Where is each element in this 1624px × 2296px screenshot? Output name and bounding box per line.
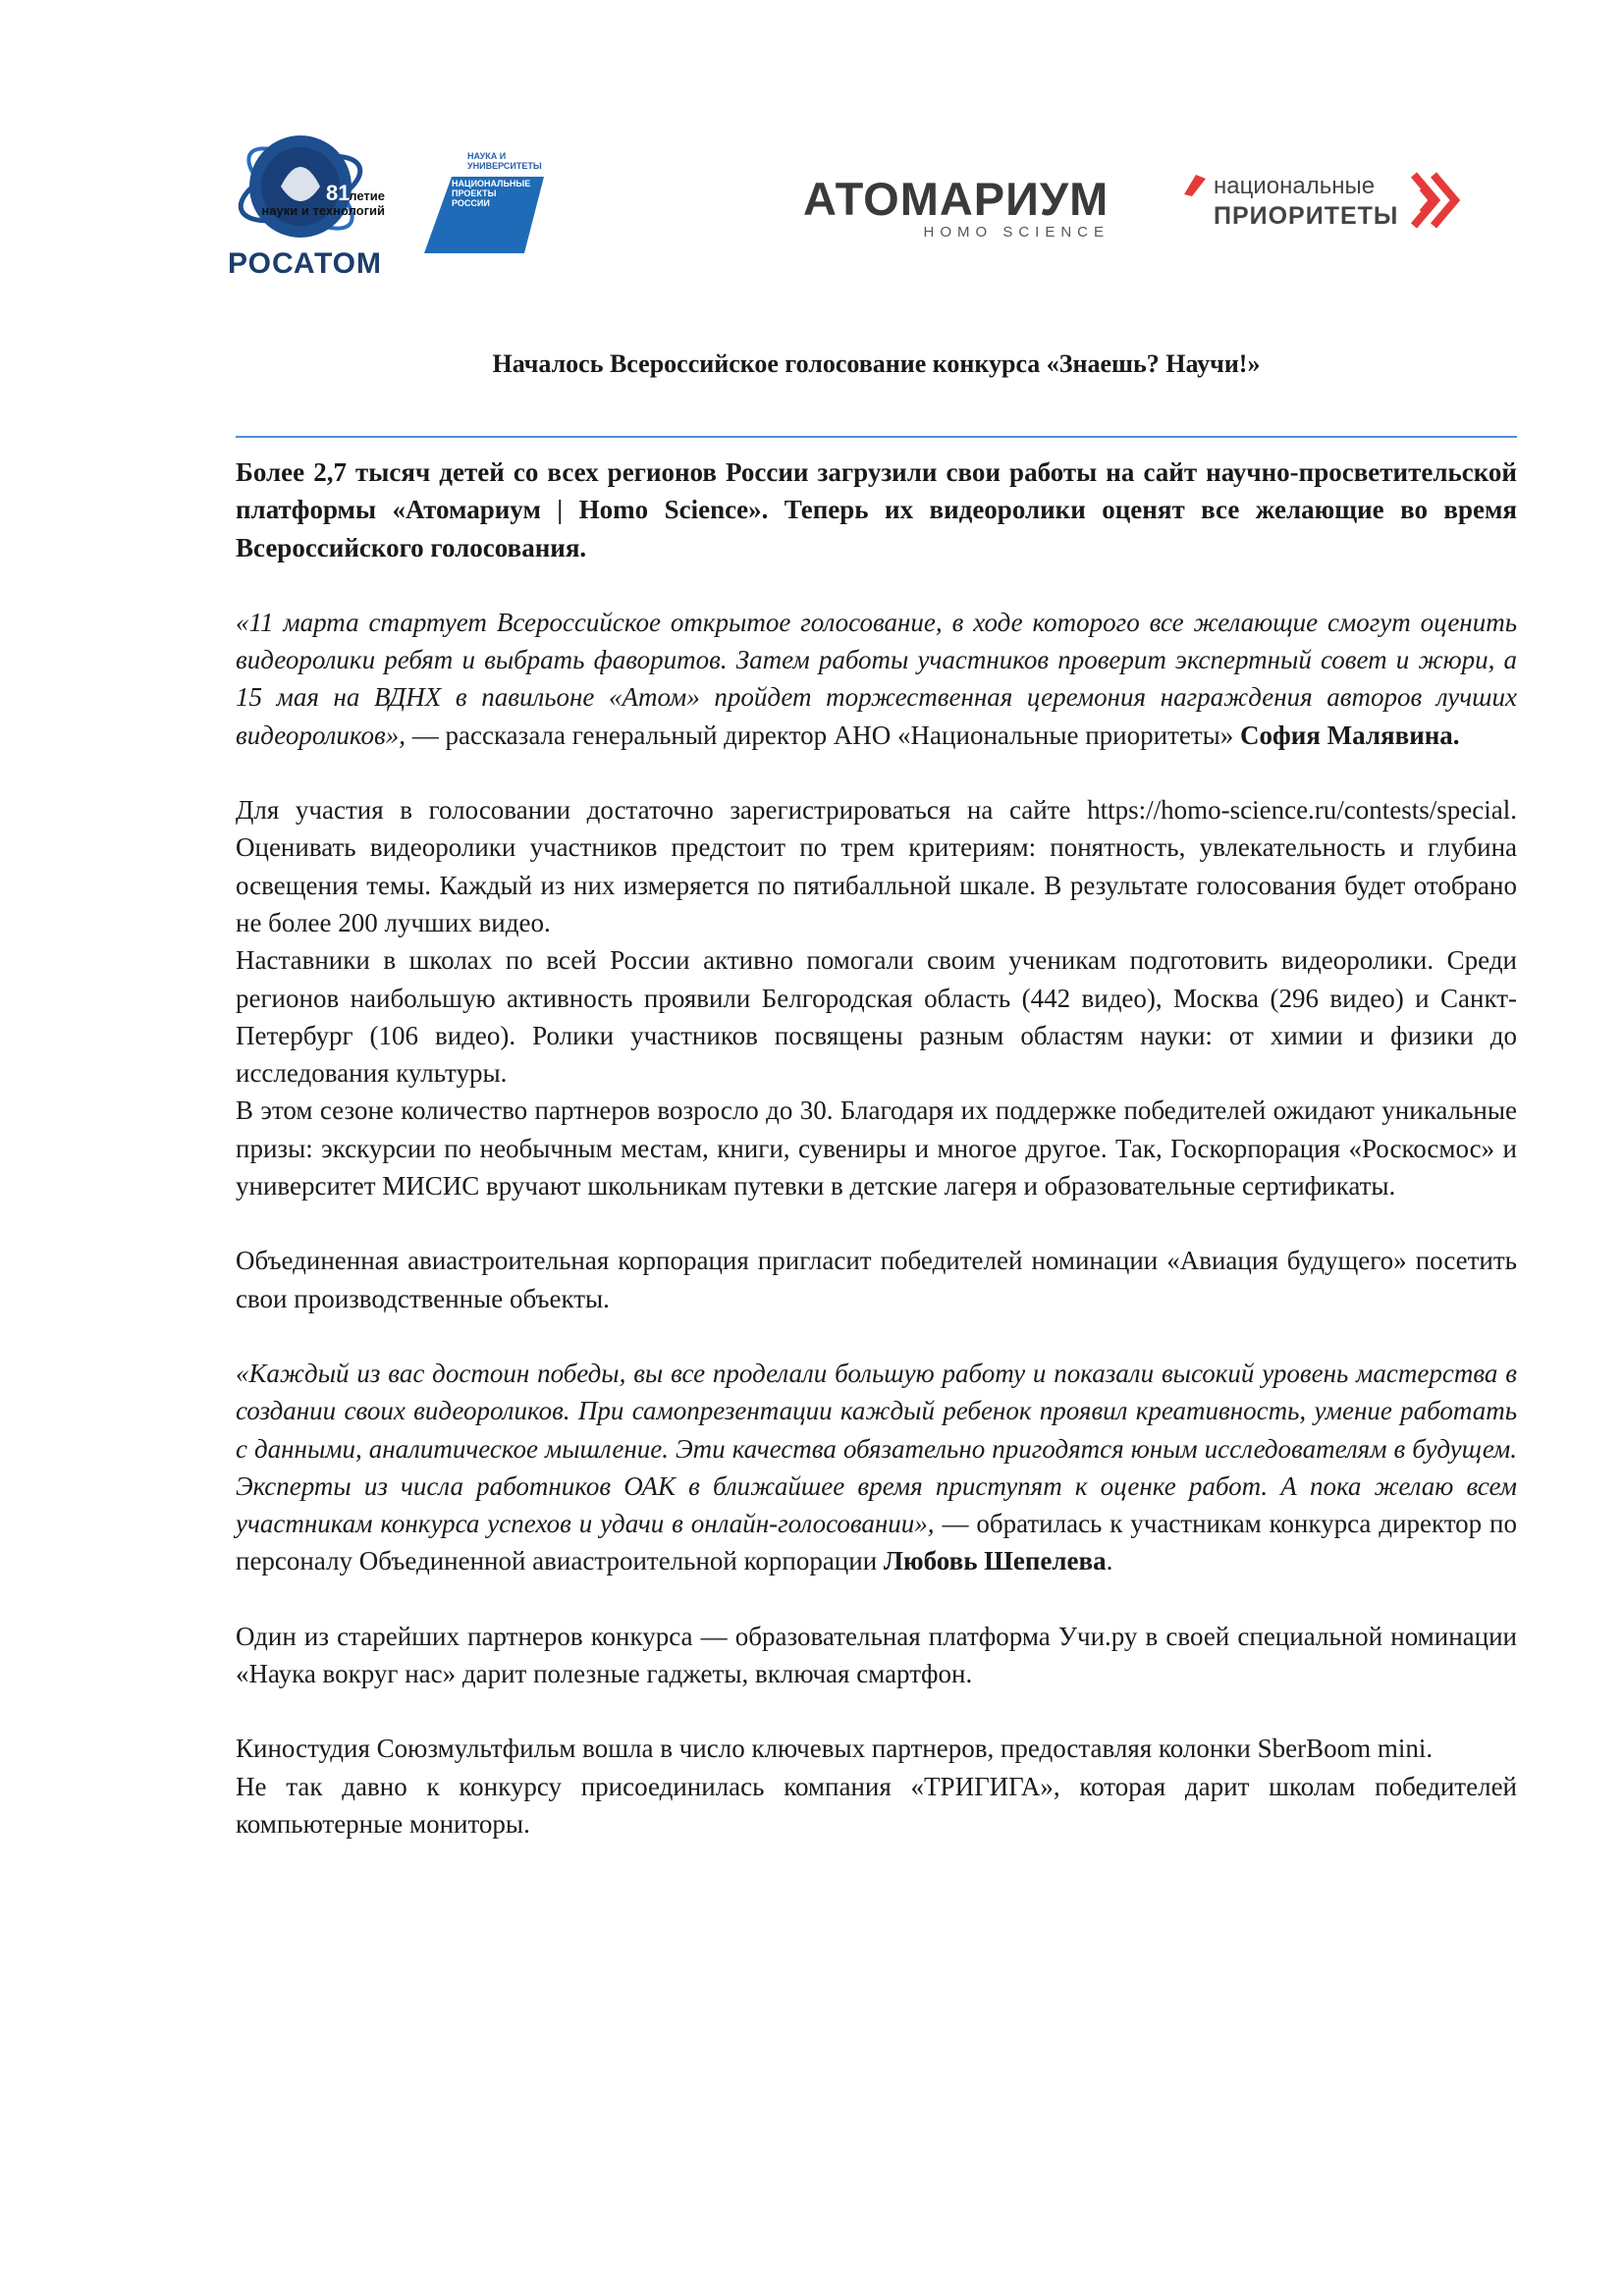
uchi-paragraph: Один из старейших партнеров конкурса — образовательная платформа Учи.ру в своей специальной номинации «Наука вокруг нас» дарит полезные гаджеты, включая смартфон. [236,1621,1517,1689]
logo-header [0,0,1624,294]
article-body [236,454,1517,1842]
title-divider [236,436,1517,438]
national-priorities-line2: ПРИОРИТЕТЫ [1214,202,1399,230]
rosatom-logo [224,126,393,285]
atomarium-wordmark: АТОМАРИУМ [803,173,1110,225]
quote-2-speaker: Любовь Шепелева [883,1546,1107,1576]
voting-paragraph: Для участия в голосовании достаточно зарегистрироваться на сайте https://homo-science.ru/contests/special. Оценивать видеоролики участников предстоит по трем критериям: понятность, увлекательность и глубина освещения темы. Каждый из них измеряется по пятибалльной шкале. В результате голосования будет отобрано не более 200 лучших видео. [236,795,1517,937]
spacer [236,1317,1517,1355]
svg-text:81: 81 [326,181,351,205]
partners-paragraph: В этом сезоне количество партнеров возросло до 30. Благодаря их поддержке победителей ожидают уникальные призы: экскурсии по необычным местам, книги, сувениры и многое другое. Так, Госкорпорация «Роскосмос» и университет МИСИС вручают школьникам путевки в детские лагеря и образовательные сертификаты. [236,1095,1517,1201]
national-priorities-logo [1180,167,1475,236]
quote-2-end: . [1106,1546,1113,1576]
priorities-arrows-icon [1408,171,1467,230]
quote-paragraph-2 [236,1355,1517,1580]
quote-2-attribution: — обратилась к участникам конкурса директор по персоналу Объединенной авиастроительной корпорации [236,1509,1517,1576]
spacer [236,566,1517,604]
quote-1-attribution: — рассказала генеральный директор АНО «Национальные приоритеты» [406,720,1241,750]
national-projects-logo [422,147,569,270]
soyuz-paragraph: Киностудия Союзмультфильм вошла в число ключевых партнеров, предоставляя колонки SberBoom mini. [236,1734,1434,1764]
rosatom-caption-line2: науки и технологий [261,203,385,218]
quote-2-text: «Каждый из вас достоин победы, вы все проделали большую работу и показали высокий уровень мастерства в создании своих видеороликов. При самопрезентации каждый ребенок проявил креативность, умение работать с данными, аналитическое мышление. Эти качества обязательно пригодятся юным исследователям в будущем. Эксперты из числа работников ОАК в ближайшее время приступят к оценке работ. А пока желаю всем участникам конкурса успехов и удачи в онлайн-голосовании», [236,1358,1517,1539]
mentors-paragraph: Наставники в школах по всей России активно помогали своим ученикам подготовить видеоролики. Среди регионов наибольшую активность проявили Белгородская область (442 видео), Москва (296 видео) и Санкт-Петербург (106 видео). Ролики участников посвящены разным областям науки: от химии и физики до исследования культуры. [236,945,1517,1089]
atomarium-subtitle: HOMO SCIENCE [923,224,1110,240]
priorities-mark-icon [1180,171,1210,200]
national-priorities-line1: национальные [1214,173,1376,199]
lead-paragraph: Более 2,7 тысяч детей со всех регионов России загрузили свои работы на сайт научно-просветительской платформы «Атомариум | Homo Science». Теперь их видеоролики оценят все желающие во время Всероссийского голосования. [236,457,1517,562]
uac-paragraph: Объединенная авиастроительная корпорация пригласит победителей номинации «Авиация будущего» посетить свои производственные объекты. [236,1246,1517,1313]
spacer [236,1204,1517,1242]
trigiga-paragraph: Не так давно к конкурсу присоединилась компания «ТРИГИГА», которая дарит школам победителей компьютерные мониторы. [236,1771,1517,1839]
spacer [236,1580,1517,1618]
page-title: Началось Всероссийское голосование конкурса «Знаешь? Научи!» [492,349,1261,378]
rosatom-wordmark: РОСАТОМ [228,247,382,280]
rosatom-caption-line1: летие [349,188,385,203]
spacer [236,1692,1517,1730]
quote-1-text: «11 марта стартует Всероссийское открытое голосование, в ходе которого все желающие смогут оценить видеоролики ребят и выбрать фаворитов. Затем работы участников проверит экспертный совет и жюри, а 15 мая на ВДНХ в павильоне «Атом» пройдет торжественная церемония награждения авторов лучших видеороликов», [236,607,1517,750]
atomarium-logo [803,175,1117,253]
national-projects-big-text: НАЦИОНАЛЬНЫЕ ПРОЕКТЫ РОССИИ [452,179,531,208]
quote-paragraph-1 [236,604,1517,754]
quote-1-speaker: София Малявина. [1240,720,1460,750]
national-projects-small-text: НАУКА И УНИВЕРСИТЕТЫ [467,151,542,171]
rosatom-caption [226,188,385,218]
spacer [236,754,1517,791]
